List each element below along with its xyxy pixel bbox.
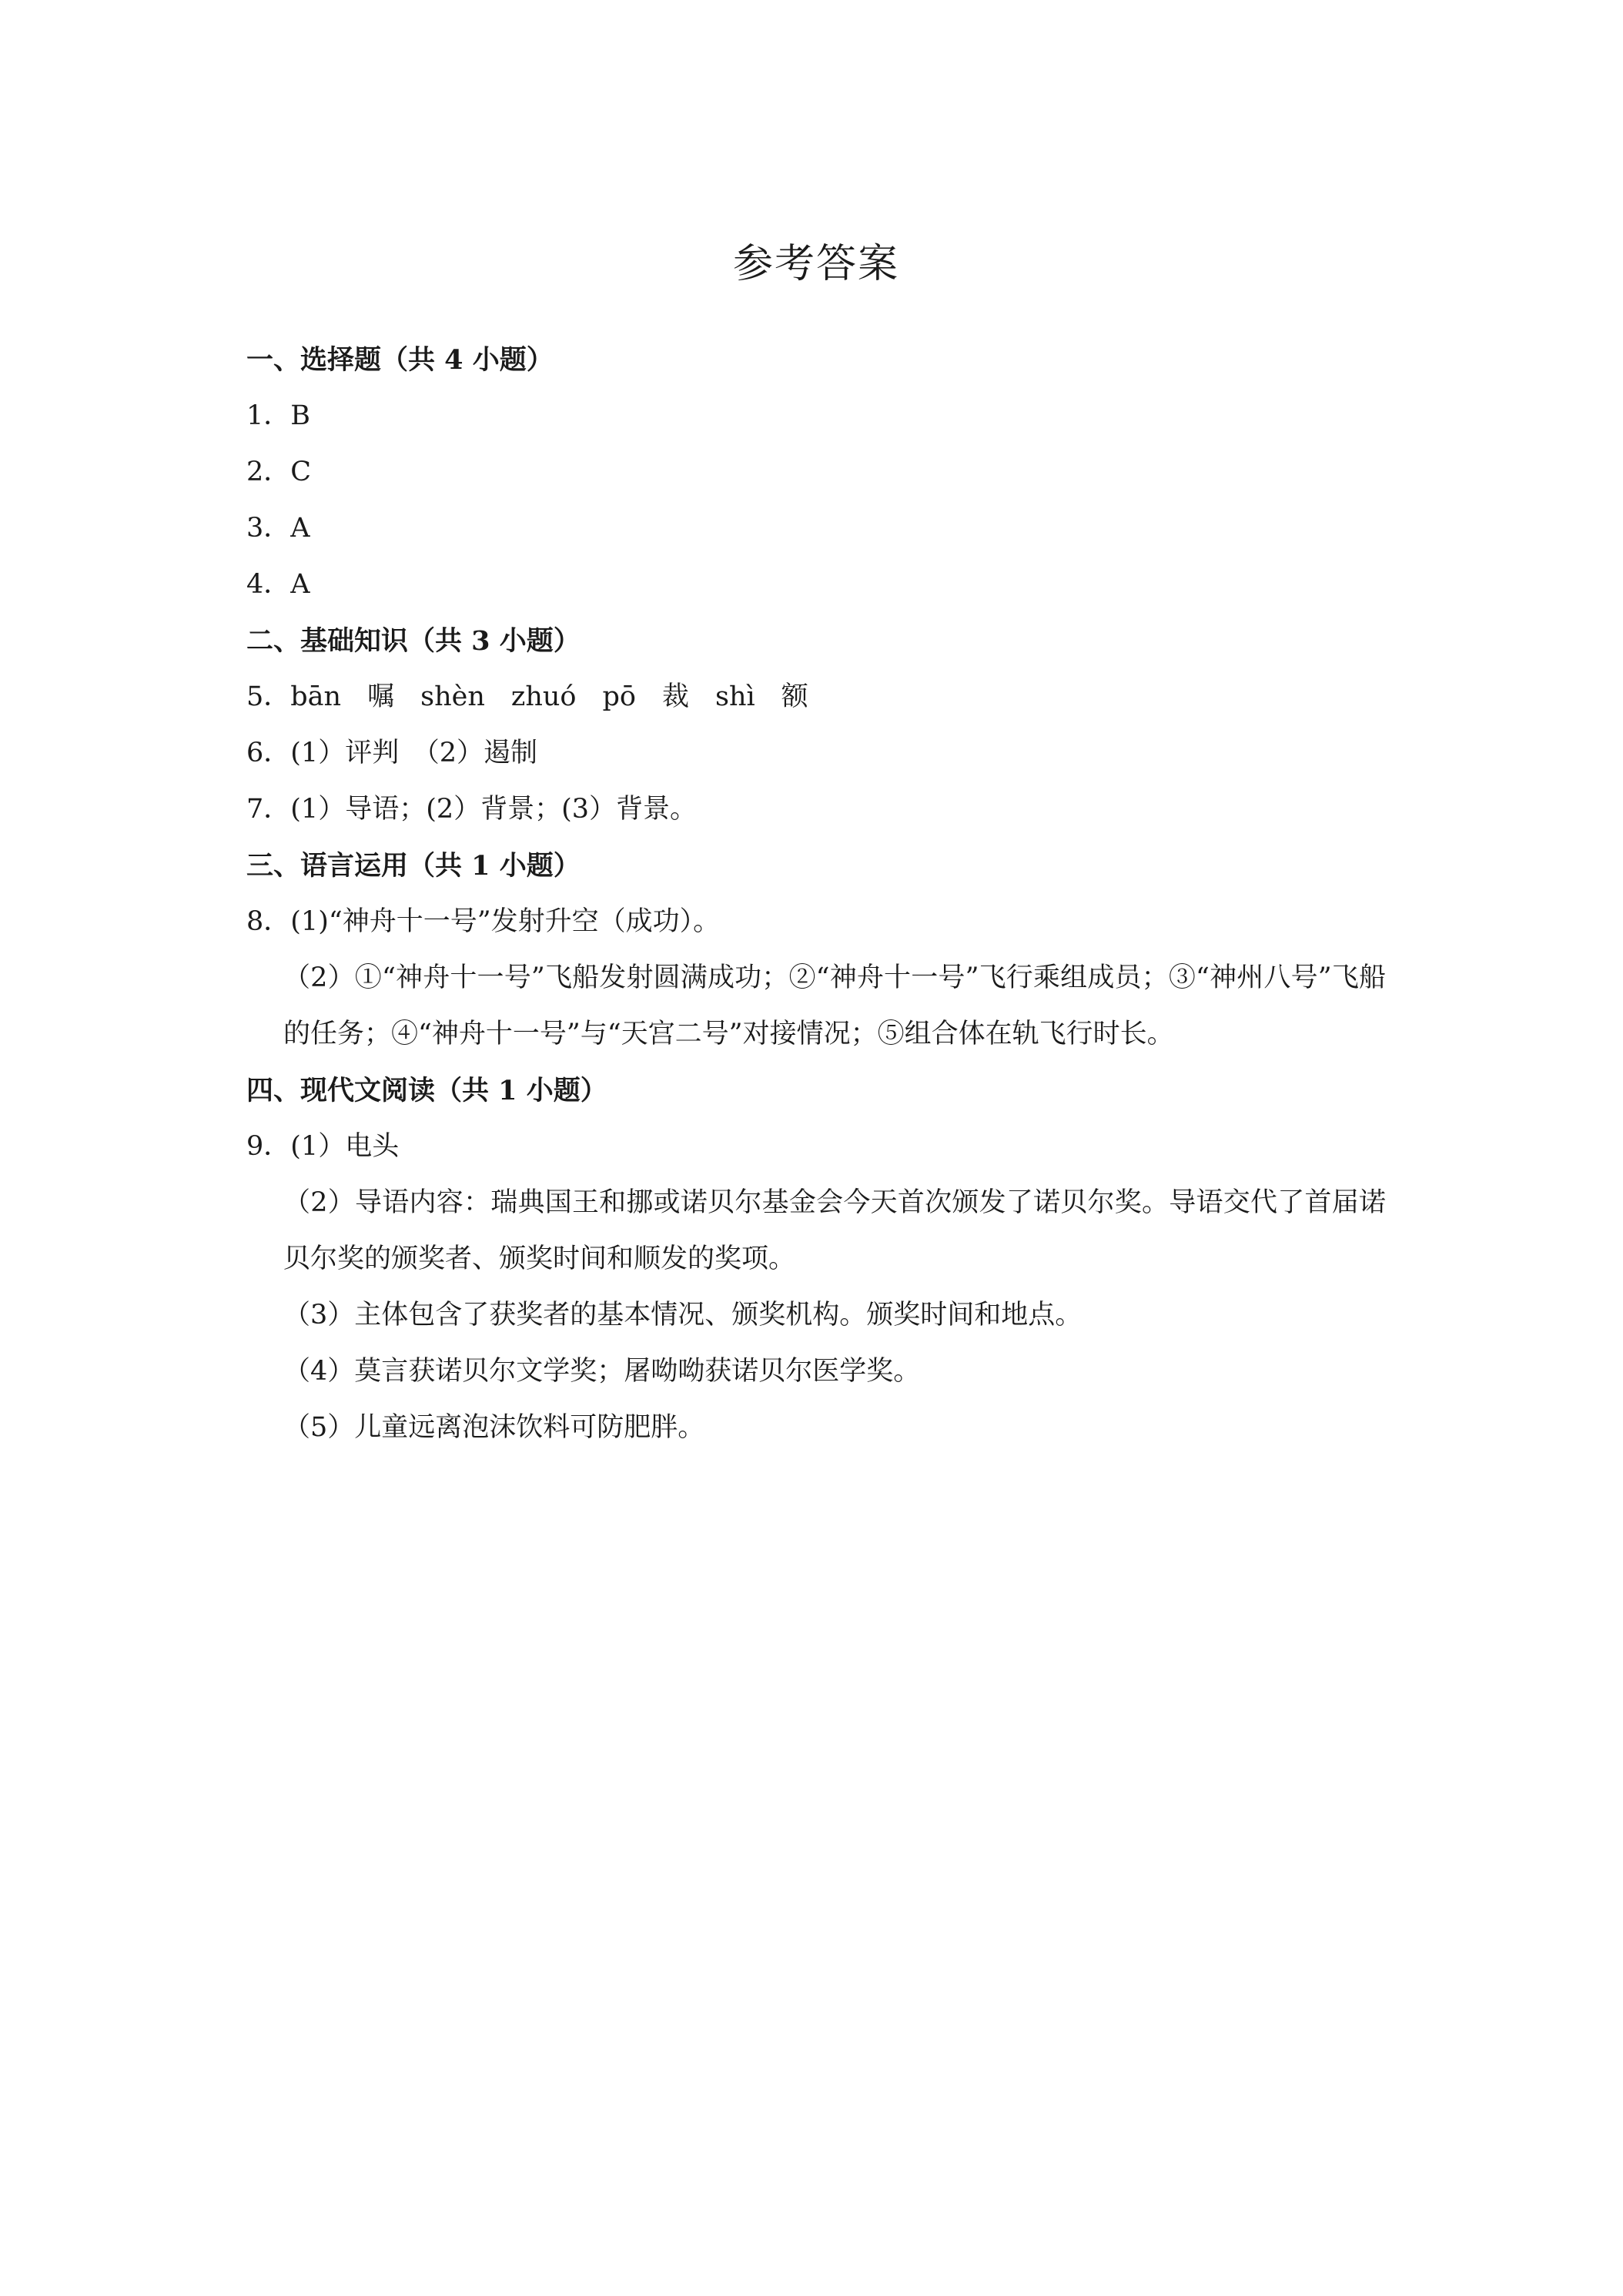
answer-item-9-part-3: （3）主体包含了获奖者的基本情况、颁奖机构。颁奖时间和地点。 bbox=[283, 1300, 1083, 1330]
answer-item-8-part-1: 8．(1)“神舟十一号”发射升空（成功）。 bbox=[246, 906, 721, 937]
pinyin-token: 嘱 bbox=[367, 681, 395, 712]
answer-item-9-part-4: （4）莫言获诺贝尔文学奖；屠呦呦获诺贝尔医学奖。 bbox=[283, 1356, 921, 1387]
answer-item-6: 6．(1）评判 （2）遏制 bbox=[246, 738, 537, 768]
pinyin-token: pō bbox=[602, 681, 636, 712]
pinyin-token: 裁 bbox=[661, 681, 689, 712]
section-heading-basic-knowledge: 二、基础知识（共 3 小题） bbox=[246, 625, 581, 657]
answer-item-8-part-2: （2）①“神舟十一号”飞船发射圆满成功；②“神舟十一号”飞行乘组成员；③“神州八号”飞船的任务；④“神舟十一号”与“天宫二号”对接情况；⑤组合体在轨飞行时长。 bbox=[283, 962, 1386, 1049]
pinyin-token: shì bbox=[715, 681, 755, 712]
pinyin-token: shèn bbox=[420, 681, 485, 712]
pinyin-token: bān bbox=[290, 681, 342, 712]
answer-item-9-part-2: （2）导语内容：瑞典国王和挪或诺贝尔基金会今天首次颁发了诺贝尔奖。导语交代了首届诺贝尔奖的颁奖者、颁奖时间和顺发的奖项。 bbox=[283, 1187, 1386, 1274]
answer-item-5 bbox=[246, 669, 1386, 725]
pinyin-token: 额 bbox=[781, 681, 808, 712]
answer-item-3: 3．A bbox=[246, 513, 310, 544]
answer-item-2: 2．C bbox=[246, 457, 312, 487]
page-title: 参考答案 bbox=[732, 241, 899, 287]
section-heading-language-use: 三、语言运用（共 1 小题） bbox=[246, 850, 581, 882]
answer-item-1: 1．B bbox=[246, 400, 310, 431]
section-heading-modern-reading: 四、现代文阅读（共 1 小题） bbox=[246, 1075, 607, 1106]
section-heading-multiple-choice: 一、选择题（共 4 小题） bbox=[246, 344, 554, 376]
answer-item-4: 4．A bbox=[246, 569, 310, 600]
pinyin-token: zhuó bbox=[510, 681, 577, 712]
answer-item-7: 7．(1）导语；(2）背景；(3）背景。 bbox=[246, 794, 698, 825]
answer-content bbox=[246, 231, 1386, 1456]
answer-item-9-part-1: 9．(1）电头 bbox=[246, 1131, 400, 1162]
answer-item-9-part-5: （5）儿童远离泡沫饮料可防肥胖。 bbox=[283, 1412, 705, 1443]
answer-item-5-number: 5． bbox=[246, 681, 291, 712]
